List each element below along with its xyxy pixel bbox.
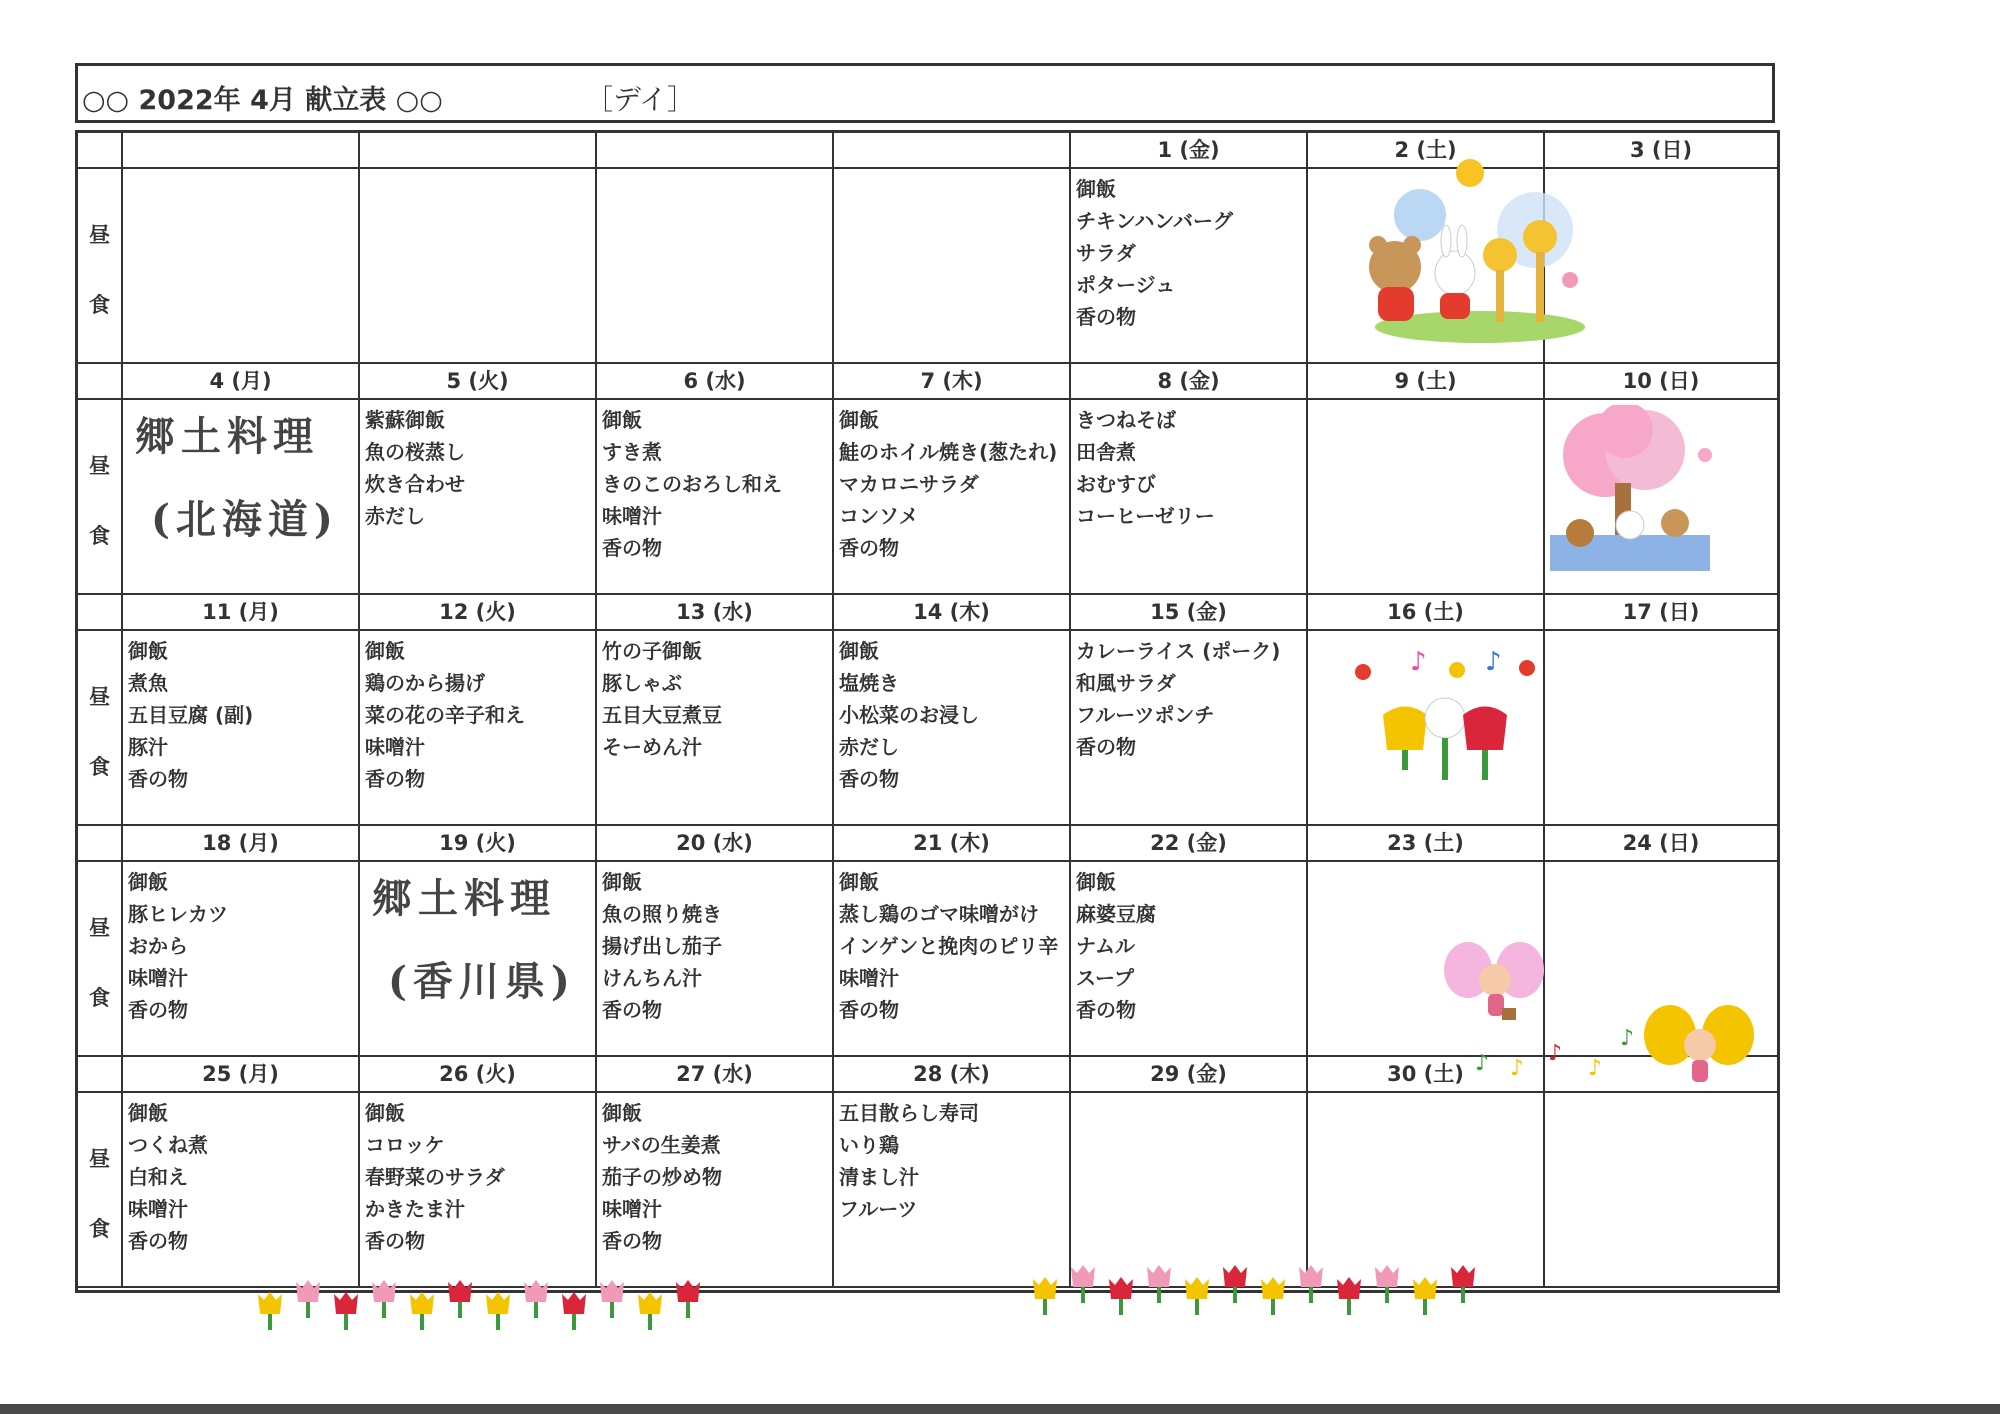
- meal-label: [78, 1093, 123, 1288]
- tulip-icon: [1147, 1265, 1171, 1303]
- handwritten-note: 郷土料理: [372, 875, 556, 922]
- menu-item: チキンハンバーグ: [1076, 209, 1233, 233]
- menu-item: 御飯: [128, 1101, 168, 1125]
- date-cell: 3 (日): [1545, 133, 1777, 169]
- menu-item: 豚しゃぶ: [602, 671, 682, 695]
- tulip-icon: [486, 1292, 510, 1330]
- menu-item: 菜の花の辛子和え: [365, 703, 525, 727]
- date-cell: 30 (土): [1308, 1057, 1545, 1093]
- tulip-icon: [638, 1292, 662, 1330]
- tulip-icon: [524, 1280, 548, 1318]
- tulip-icon: [296, 1280, 320, 1318]
- date-cell: 29 (金): [1071, 1057, 1308, 1093]
- menu-item: インゲンと挽肉のピリ辛: [839, 934, 1059, 958]
- menu-cell: [597, 631, 834, 826]
- menu-item: 麻婆豆腐: [1076, 902, 1156, 926]
- date-cell: 2 (土): [1308, 133, 1545, 169]
- menu-cell: [1071, 169, 1308, 364]
- menu-item: 白和え: [128, 1165, 188, 1189]
- menu-item: コンソメ: [839, 504, 919, 528]
- meal-label-char: 食: [89, 986, 110, 1010]
- tulip-icon: [600, 1280, 624, 1318]
- row-label-spacer: [78, 1057, 123, 1093]
- menu-item: 春野菜のサラダ: [365, 1165, 505, 1189]
- menu-item: カレーライス (ポーク): [1076, 639, 1281, 663]
- meal-label-char: 食: [89, 1217, 110, 1241]
- menu-item: 豚ヒレカツ: [128, 902, 228, 926]
- tulip-music-illustration: [1345, 640, 1545, 795]
- menu-item: すき煮: [602, 440, 662, 464]
- date-cell: 15 (金): [1071, 595, 1308, 631]
- date-cell: 28 (木): [834, 1057, 1071, 1093]
- menu-item: 香の物: [839, 767, 899, 791]
- menu-cell: [360, 631, 597, 826]
- tulip-icon: [258, 1292, 282, 1330]
- menu-cell: [1545, 631, 1777, 826]
- tulip-icon: [1299, 1265, 1323, 1303]
- meal-label: [78, 169, 123, 364]
- menu-item: ポタージュ: [1076, 273, 1176, 297]
- meal-label-char: 昼: [89, 916, 110, 940]
- menu-item: 豚汁: [128, 735, 168, 759]
- menu-item: 蒸し鶏のゴマ味噌がけ: [839, 902, 1039, 926]
- tulip-icon: [1109, 1277, 1133, 1315]
- date-cell: 19 (火): [360, 826, 597, 862]
- meal-label-char: 昼: [89, 1147, 110, 1171]
- menu-item: 五目散らし寿司: [839, 1101, 979, 1125]
- menu-item: サラダ: [1076, 241, 1136, 265]
- tulip-icon: [410, 1292, 434, 1330]
- date-row: [78, 595, 1777, 631]
- page-subtitle: ［デイ］: [585, 83, 696, 116]
- menu-item: けんちん汁: [602, 966, 702, 990]
- tulip-icon: [676, 1280, 700, 1318]
- date-cell: 10 (日): [1545, 364, 1777, 400]
- menu-item: 炊き合わせ: [365, 472, 465, 496]
- svg-text:♪: ♪: [1475, 1051, 1490, 1076]
- menu-item: 煮魚: [128, 671, 168, 695]
- menu-cell: [834, 862, 1071, 1057]
- menu-cell: [360, 400, 597, 595]
- meal-row: [78, 400, 1777, 595]
- svg-text:♪: ♪: [1588, 1056, 1603, 1080]
- menu-item: 香の物: [839, 536, 899, 560]
- menu-item: コーヒーゼリー: [1076, 504, 1215, 528]
- svg-text:♪: ♪: [1510, 1056, 1525, 1080]
- menu-item: 香の物: [1076, 305, 1136, 329]
- meal-label-char: 昼: [89, 685, 110, 709]
- handwritten-note: 郷土料理: [135, 413, 319, 460]
- tulip-border-illustration: [255, 1270, 735, 1330]
- tulip-icon: [372, 1280, 396, 1318]
- menu-item: 御飯: [602, 1101, 642, 1125]
- date-cell: [123, 133, 360, 169]
- date-cell: 9 (土): [1308, 364, 1545, 400]
- date-cell: 27 (水): [597, 1057, 834, 1093]
- menu-cell: [597, 1093, 834, 1288]
- svg-text:♪: ♪: [1620, 1026, 1635, 1051]
- date-cell: 1 (金): [1071, 133, 1308, 169]
- menu-item: 香の物: [602, 536, 662, 560]
- date-cell: 12 (火): [360, 595, 597, 631]
- menu-item: 御飯: [365, 1101, 405, 1125]
- date-cell: 25 (月): [123, 1057, 360, 1093]
- menu-cell: [834, 400, 1071, 595]
- menu-item: 香の物: [1076, 735, 1136, 759]
- date-cell: [360, 133, 597, 169]
- date-cell: 7 (木): [834, 364, 1071, 400]
- date-cell: 24 (日): [1545, 826, 1777, 862]
- menu-item: 香の物: [602, 1229, 662, 1253]
- menu-cell: [1071, 400, 1308, 595]
- menu-item: フルーツポンチ: [1076, 703, 1215, 727]
- menu-item: 揚げ出し茄子: [602, 934, 722, 958]
- menu-item: 赤だし: [365, 504, 425, 528]
- tulip-icon: [448, 1280, 472, 1318]
- meal-label-char: 食: [89, 293, 110, 317]
- date-cell: 20 (水): [597, 826, 834, 862]
- menu-cell: [1071, 631, 1308, 826]
- cherry-blossom-picnic-illustration: [1545, 405, 1720, 575]
- menu-item: 御飯: [602, 408, 642, 432]
- menu-item: つくね煮: [128, 1133, 208, 1157]
- menu-item: 香の物: [128, 998, 188, 1022]
- menu-item: フルーツ: [839, 1197, 918, 1221]
- menu-item: 御飯: [1076, 870, 1116, 894]
- menu-item: 味噌汁: [128, 1197, 188, 1221]
- menu-cell: [1545, 1093, 1777, 1288]
- menu-item: かきたま汁: [365, 1197, 465, 1221]
- menu-item: 御飯: [128, 870, 168, 894]
- tulip-icon: [334, 1292, 358, 1330]
- svg-text:♪: ♪: [1410, 647, 1427, 677]
- menu-item: 小松菜のお浸し: [839, 703, 979, 727]
- tulip-icon: [1261, 1277, 1285, 1315]
- menu-item: 味噌汁: [365, 735, 425, 759]
- date-cell: 6 (水): [597, 364, 834, 400]
- menu-item: 御飯: [1076, 177, 1116, 201]
- menu-item: 香の物: [365, 767, 425, 791]
- menu-item: おから: [128, 934, 188, 958]
- menu-cell: [123, 169, 360, 364]
- menu-cell: [123, 1093, 360, 1288]
- date-cell: 17 (日): [1545, 595, 1777, 631]
- menu-cell: [1308, 400, 1545, 595]
- menu-item: 紫蘇御飯: [365, 408, 445, 432]
- tulip-icon: [1375, 1265, 1399, 1303]
- menu-item: 御飯: [365, 639, 405, 663]
- date-row: [78, 826, 1777, 862]
- butterfly-fairy-illustration: [1440, 930, 1550, 1030]
- menu-cell: [123, 631, 360, 826]
- menu-item: 魚の照り焼き: [602, 902, 722, 926]
- menu-cell: [597, 862, 834, 1057]
- menu-cell: [123, 400, 360, 595]
- menu-item: 香の物: [1076, 998, 1136, 1022]
- date-row: [78, 364, 1777, 400]
- menu-item: きつねそば: [1076, 408, 1176, 432]
- menu-item: 御飯: [839, 639, 879, 663]
- row-label-spacer: [78, 595, 123, 631]
- date-cell: 23 (土): [1308, 826, 1545, 862]
- menu-item: 御飯: [839, 408, 879, 432]
- date-cell: 21 (木): [834, 826, 1071, 862]
- page-title: ○○ 2022年 4月 献立表 ○○: [82, 85, 443, 116]
- menu-item: いり鶏: [839, 1133, 899, 1157]
- tulip-icon: [1413, 1277, 1437, 1315]
- menu-cell: [597, 169, 834, 364]
- menu-cell: [360, 862, 597, 1057]
- menu-item: 鶏のから揚げ: [365, 671, 485, 695]
- menu-item: 茄子の炒め物: [602, 1165, 722, 1189]
- tulip-icon: [1223, 1265, 1247, 1303]
- meal-row: [78, 1093, 1777, 1288]
- menu-cell: [597, 400, 834, 595]
- date-cell: 5 (火): [360, 364, 597, 400]
- menu-item: 香の物: [128, 767, 188, 791]
- menu-item: 御飯: [128, 639, 168, 663]
- bear-rabbit-chicks-illustration: [1350, 155, 1590, 345]
- menu-item: サバの生姜煮: [602, 1133, 721, 1157]
- date-cell: 16 (土): [1308, 595, 1545, 631]
- tulip-icon: [1033, 1277, 1057, 1315]
- date-cell: 26 (火): [360, 1057, 597, 1093]
- handwritten-note: (香川県): [388, 958, 576, 1005]
- menu-item: 御飯: [839, 870, 879, 894]
- row-label-spacer: [78, 826, 123, 862]
- tulip-icon: [1185, 1277, 1209, 1315]
- tulip-icon: [1071, 1265, 1095, 1303]
- date-cell: [597, 133, 834, 169]
- menu-item: 魚の桜蒸し: [365, 440, 465, 464]
- menu-item: 味噌汁: [128, 966, 188, 990]
- menu-item: おむすび: [1076, 472, 1156, 496]
- menu-item: 五目大豆煮豆: [602, 703, 722, 727]
- music-notes-illustration: [1470, 1020, 1660, 1080]
- menu-item: 清まし汁: [839, 1165, 919, 1189]
- meal-label-char: 昼: [89, 223, 110, 247]
- menu-cell: [834, 169, 1071, 364]
- meal-label: [78, 631, 123, 826]
- menu-item: 塩焼き: [839, 671, 899, 695]
- date-cell: [834, 133, 1071, 169]
- menu-item: マカロニサラダ: [839, 472, 979, 496]
- menu-item: そーめん汁: [602, 735, 702, 759]
- date-cell: 4 (月): [123, 364, 360, 400]
- date-cell: 8 (金): [1071, 364, 1308, 400]
- menu-item: 御飯: [602, 870, 642, 894]
- svg-text:♪: ♪: [1485, 647, 1502, 677]
- date-cell: 11 (月): [123, 595, 360, 631]
- tulip-border-illustration-2: [1030, 1255, 1500, 1320]
- meal-label: [78, 862, 123, 1057]
- row-label-spacer: [78, 133, 123, 169]
- handwritten-note: (北海道): [151, 496, 339, 543]
- meal-label-char: 昼: [89, 454, 110, 478]
- menu-item: 香の物: [365, 1229, 425, 1253]
- scan-edge: [0, 1404, 2000, 1414]
- menu-cell: [1071, 862, 1308, 1057]
- tulip-icon: [1451, 1265, 1475, 1303]
- tulip-icon: [1337, 1277, 1361, 1315]
- menu-item: コロッケ: [365, 1133, 445, 1157]
- menu-item: スープ: [1076, 966, 1134, 990]
- menu-item: 味噌汁: [839, 966, 899, 990]
- menu-item: ナムル: [1076, 934, 1135, 958]
- date-cell: 13 (水): [597, 595, 834, 631]
- menu-item: 味噌汁: [602, 504, 662, 528]
- date-cell: 18 (月): [123, 826, 360, 862]
- menu-item: 田舎煮: [1076, 440, 1136, 464]
- date-cell: 14 (木): [834, 595, 1071, 631]
- menu-item: 鮭のホイル焼き(葱たれ): [839, 440, 1058, 464]
- menu-item: 赤だし: [839, 735, 899, 759]
- menu-item: 香の物: [128, 1229, 188, 1253]
- menu-item: 五目豆腐 (副): [128, 703, 254, 727]
- date-cell: 22 (金): [1071, 826, 1308, 862]
- menu-item: 和風サラダ: [1076, 671, 1176, 695]
- menu-item: 竹の子御飯: [602, 639, 702, 663]
- menu-item: 香の物: [602, 998, 662, 1022]
- menu-cell: [360, 1093, 597, 1288]
- menu-item: きのこのおろし和え: [602, 472, 782, 496]
- meal-label: [78, 400, 123, 595]
- meal-label-char: 食: [89, 524, 110, 548]
- menu-cell: [123, 862, 360, 1057]
- menu-cell: [834, 631, 1071, 826]
- tulip-icon: [562, 1292, 586, 1330]
- row-label-spacer: [78, 364, 123, 400]
- menu-cell: [360, 169, 597, 364]
- svg-text:♪: ♪: [1548, 1041, 1563, 1066]
- menu-item: 香の物: [839, 998, 899, 1022]
- menu-item: 味噌汁: [602, 1197, 662, 1221]
- meal-label-char: 食: [89, 755, 110, 779]
